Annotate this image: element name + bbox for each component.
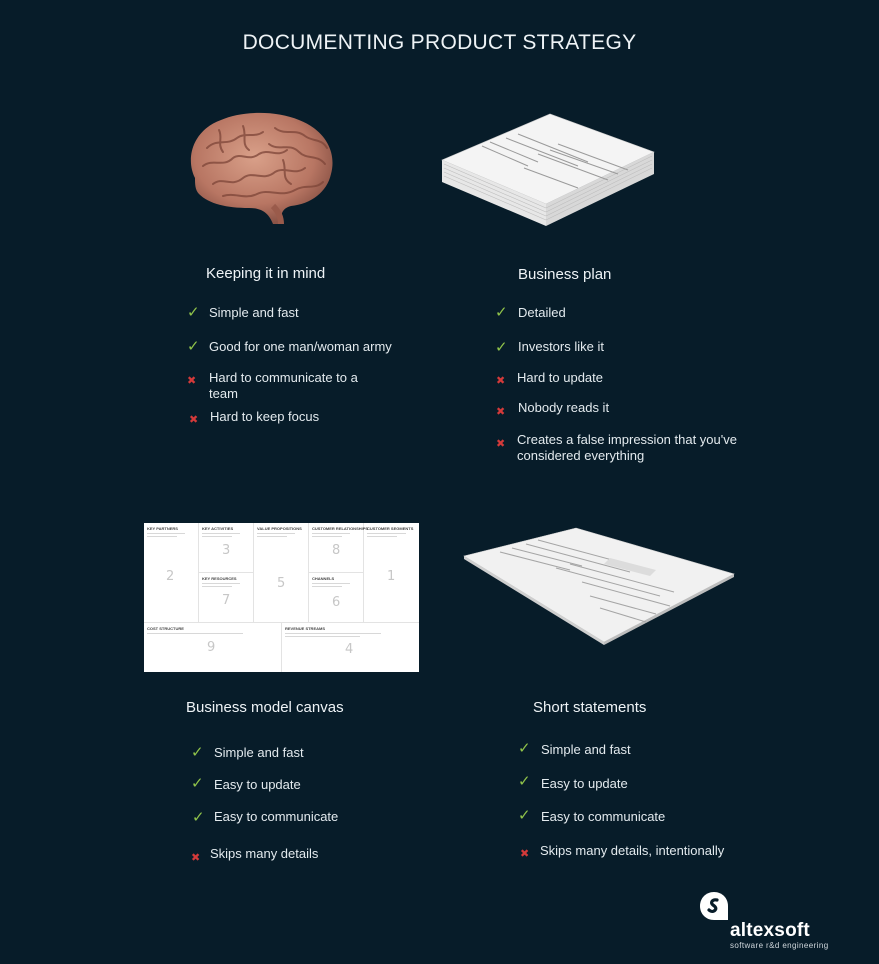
- plan-item: Creates a false impression that you've considered everything: [517, 432, 737, 463]
- check-icon: ✓: [518, 740, 531, 757]
- mind-item: Good for one man/woman army: [209, 339, 392, 354]
- mind-item: Hard to keep focus: [210, 409, 320, 424]
- logo-mark-icon: [698, 890, 730, 922]
- mind-heading: Keeping it in mind: [206, 265, 326, 282]
- brain-icon: [183, 108, 338, 228]
- short-item: Easy to update: [541, 776, 628, 791]
- check-icon: ✓: [495, 304, 508, 321]
- cross-icon: ✖: [496, 406, 506, 418]
- canvas-cell: [199, 523, 254, 573]
- plan-item: Investors like it: [518, 339, 604, 354]
- altexsoft-logo: [696, 890, 866, 952]
- short-heading: Short statements: [533, 699, 647, 716]
- canvas-cell: [199, 573, 254, 623]
- short-item: Easy to communicate: [541, 809, 666, 824]
- short-item: Skips many details, intentionally: [540, 843, 725, 858]
- page-title: DOCUMENTING PRODUCT STRATEGY: [242, 31, 637, 54]
- canvas-cell-label: CUSTOMER SEGMENTS: [367, 526, 414, 531]
- canvas-cell-label: REVENUE STREAMS: [285, 626, 326, 631]
- check-icon: ✓: [518, 807, 531, 824]
- plan-heading: Business plan: [518, 266, 612, 283]
- document-sheet-icon: [460, 522, 738, 646]
- cross-icon: ✖: [496, 375, 506, 387]
- check-icon: ✓: [518, 773, 531, 790]
- canvas-item: Skips many details: [210, 846, 319, 861]
- canvas-cell-number: 4: [345, 642, 354, 657]
- canvas-item: Simple and fast: [214, 745, 304, 760]
- logo-wordmark: altexsoft: [730, 920, 810, 941]
- mind-item: Simple and fast: [209, 305, 299, 320]
- check-icon: ✓: [192, 809, 205, 826]
- canvas-cell-label: KEY PARTNERS: [147, 526, 178, 531]
- cross-icon: ✖: [187, 375, 197, 387]
- canvas-cell-number: 7: [222, 593, 231, 608]
- plan-item: Nobody reads it: [518, 400, 610, 415]
- canvas-cell: [309, 573, 364, 623]
- canvas-cell-number: 6: [332, 595, 341, 610]
- canvas-cell: [364, 523, 419, 623]
- canvas-cell-number: 3: [222, 543, 231, 558]
- canvas-cell-number: 1: [387, 569, 396, 584]
- cross-icon: ✖: [189, 414, 199, 426]
- business-model-canvas-image: [144, 523, 419, 672]
- short-item: Simple and fast: [541, 742, 631, 757]
- canvas-cell-label: CHANNELS: [312, 576, 335, 581]
- canvas-heading: Business model canvas: [186, 699, 344, 716]
- canvas-cell-label: CUSTOMER RELATIONSHIPS: [312, 526, 369, 531]
- check-icon: ✓: [187, 304, 200, 321]
- canvas-item: Easy to update: [214, 777, 301, 792]
- plan-item: Detailed: [518, 305, 566, 320]
- canvas-cell: [144, 523, 199, 623]
- canvas-cell: [282, 623, 419, 672]
- cross-icon: ✖: [496, 438, 506, 450]
- check-icon: ✓: [495, 339, 508, 356]
- canvas-cell-label: KEY RESOURCES: [202, 576, 237, 581]
- mind-item: Hard to communicate to a team: [209, 370, 358, 401]
- canvas-cell-label: KEY ACTIVITIES: [202, 526, 234, 531]
- canvas-cell-number: 5: [277, 576, 286, 591]
- canvas-cell-label: VALUE PROPOSITIONS: [257, 526, 302, 531]
- cross-icon: ✖: [191, 852, 201, 864]
- plan-item: Hard to update: [517, 370, 604, 385]
- canvas-cell: [254, 523, 309, 623]
- canvas-cell-label: COST STRUCTURE: [147, 626, 184, 631]
- check-icon: ✓: [187, 338, 200, 355]
- canvas-cell: [309, 523, 369, 573]
- canvas-cell-number: 8: [332, 543, 341, 558]
- canvas-cell: [144, 623, 282, 672]
- canvas-cell-number: 9: [207, 640, 216, 655]
- logo-tagline: software r&d engineering: [730, 941, 829, 950]
- paper-stack-icon: [438, 108, 658, 228]
- check-icon: ✓: [191, 775, 204, 792]
- check-icon: ✓: [191, 744, 204, 761]
- canvas-cell-number: 2: [166, 569, 175, 584]
- cross-icon: ✖: [520, 848, 530, 860]
- canvas-item: Easy to communicate: [214, 809, 339, 824]
